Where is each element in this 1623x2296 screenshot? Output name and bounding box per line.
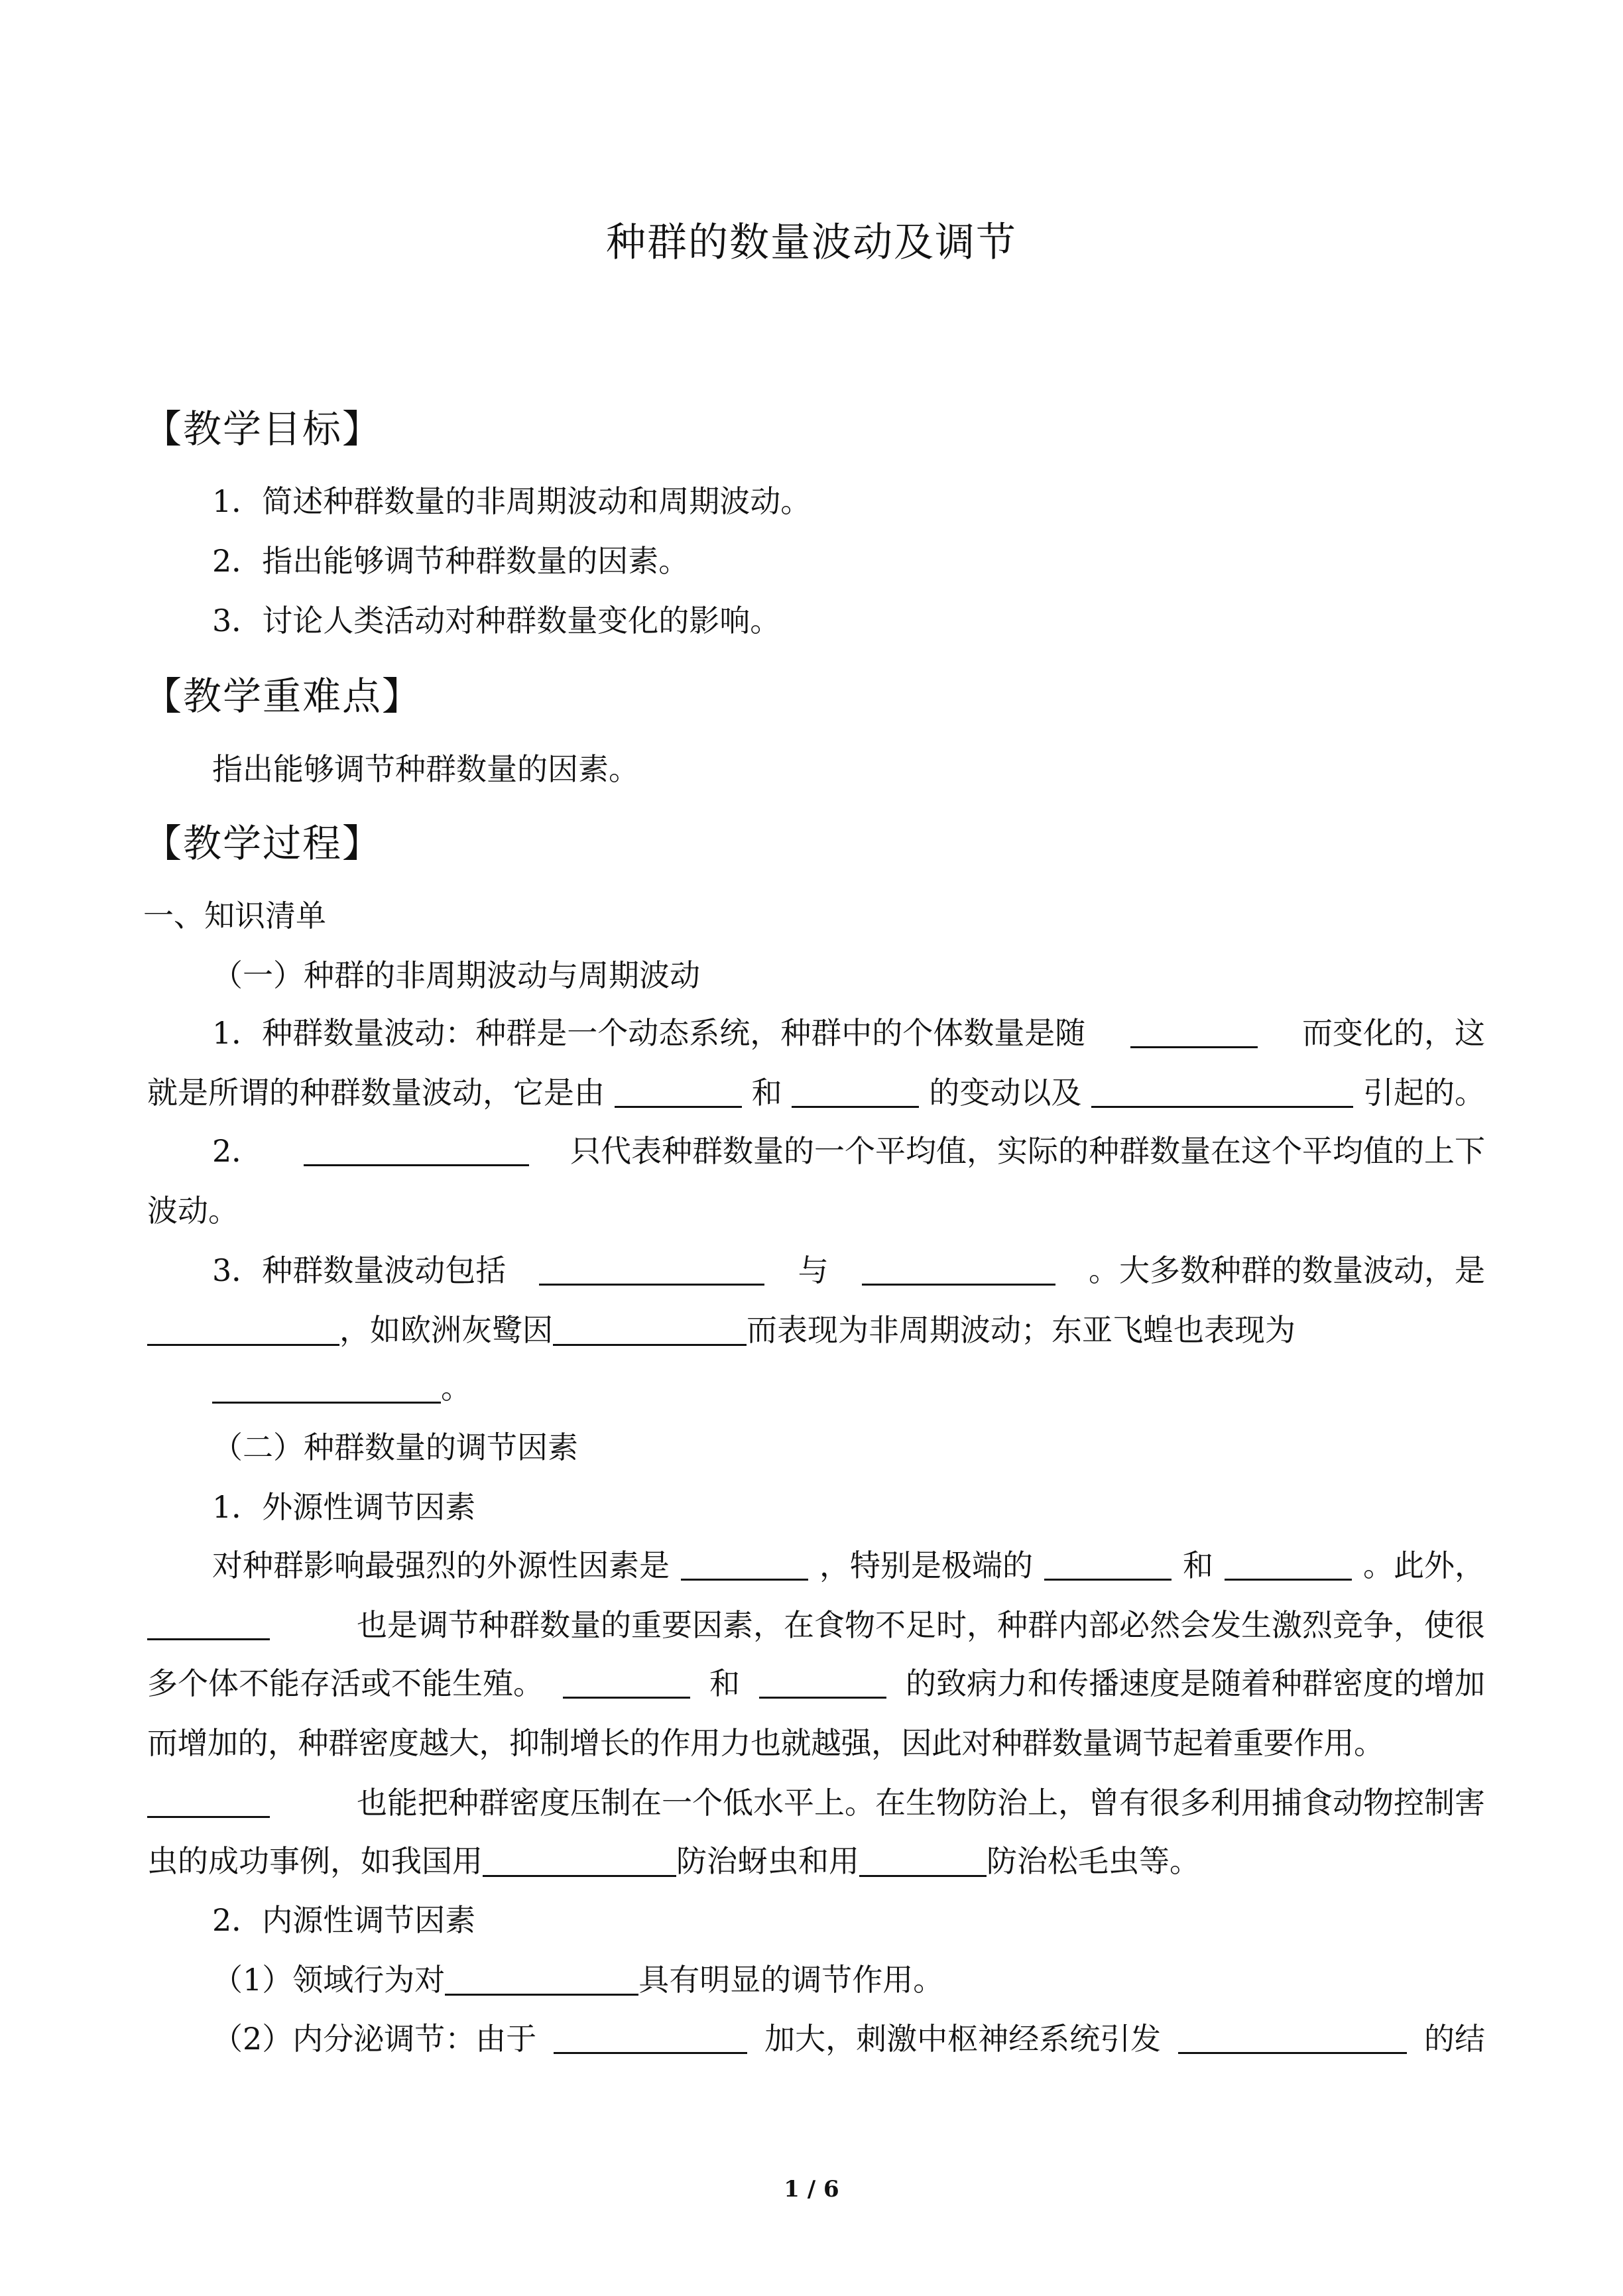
text-run: 只代表种群数量的一个平均值，实际的种群数量在这个平均值的上下 xyxy=(570,1133,1485,1169)
fill-blank[interactable] xyxy=(1178,2052,1407,2054)
paragraph-line: 波动。 xyxy=(147,1193,239,1229)
fill-blank[interactable] xyxy=(554,2052,747,2054)
paragraph-line xyxy=(212,2021,1485,2057)
paragraph-line xyxy=(147,1665,1485,1701)
keypoint-text: 指出能够调节种群数量的因素。 xyxy=(212,751,639,787)
text-run: 也是调节种群数量的重要因素，在食物不足时，种群内部必然会发生激烈竞争，使很 xyxy=(357,1607,1485,1643)
paragraph-line: 而增加的，种群密度越大，抑制增长的作用力也就越强，因此对种群数量调节起着重要作用。 xyxy=(147,1725,1384,1761)
paragraph-line xyxy=(147,1312,1295,1348)
fill-blank[interactable] xyxy=(147,1344,339,1346)
text-run: 防治松毛虫等。 xyxy=(987,1843,1200,1879)
text-run: 虫的成功事例，如我国用 xyxy=(147,1843,483,1879)
paragraph-line xyxy=(147,1785,1485,1821)
text-run: 对种群影响最强烈的外源性因素是 xyxy=(212,1547,670,1583)
fill-blank[interactable] xyxy=(1130,1046,1258,1048)
text-run: 。大多数种群的数量波动，是 xyxy=(1088,1252,1485,1288)
heading-objectives: 【教学目标】 xyxy=(143,406,383,452)
fill-blank[interactable] xyxy=(304,1164,529,1166)
fill-blank[interactable] xyxy=(759,1697,886,1699)
paragraph-line xyxy=(147,1075,1485,1111)
paragraph-line xyxy=(212,1015,1485,1051)
page-title: 种群的数量波动及调节 xyxy=(606,219,1017,266)
text-run: 的致病力和传播速度是随着种群密度的增加 xyxy=(906,1665,1485,1701)
text-run: 也能把种群密度压制在一个低水平上。在生物防治上，曾有很多利用捕食动物控制害 xyxy=(357,1785,1485,1821)
text-run: ，特别是极端的 xyxy=(819,1547,1033,1583)
heading-process: 【教学过程】 xyxy=(143,821,383,866)
fill-blank[interactable] xyxy=(147,1816,270,1818)
paragraph-line xyxy=(212,1372,471,1404)
text-run: （1）领域行为对 xyxy=(212,1962,446,1998)
text-run: 2． xyxy=(212,1133,263,1169)
fill-blank[interactable] xyxy=(212,1402,441,1404)
section-knowledge-title: 一、知识清单 xyxy=(143,898,326,934)
fill-blank[interactable] xyxy=(483,1875,676,1877)
fill-blank[interactable] xyxy=(539,1284,764,1286)
fill-blank[interactable] xyxy=(859,1875,987,1877)
text-run: 1．种群数量波动：种群是一个动态系统，种群中的个体数量是随 xyxy=(212,1015,1086,1051)
objective-item-3: 3．讨论人类活动对种群数量变化的影响。 xyxy=(212,603,781,638)
fill-blank[interactable] xyxy=(862,1284,1055,1286)
text-run: 引起的。 xyxy=(1362,1075,1485,1111)
heading-keypoints: 【教学重难点】 xyxy=(143,674,422,719)
fill-blank[interactable] xyxy=(1091,1106,1353,1108)
paragraph-line xyxy=(212,1252,1485,1288)
text-run: 而表现为非周期波动；东亚飞蝗也表现为 xyxy=(747,1312,1295,1348)
subsection-fluctuation-title: （一）种群的非周期波动与周期波动 xyxy=(212,957,700,993)
text-run: 和 xyxy=(1183,1547,1213,1583)
fill-blank[interactable] xyxy=(553,1344,747,1346)
fill-blank[interactable] xyxy=(681,1579,808,1581)
text-run: 就是所谓的种群数量波动，它是由 xyxy=(147,1075,605,1111)
text-run: （2）内分泌调节：由于 xyxy=(212,2021,537,2057)
external-factors-title: 1．外源性调节因素 xyxy=(212,1489,476,1525)
text-run: 的变动以及 xyxy=(929,1075,1082,1111)
fill-blank[interactable] xyxy=(1044,1579,1172,1581)
text-run: 。此外， xyxy=(1363,1547,1485,1583)
objective-item-1: 1．简述种群数量的非周期波动和周期波动。 xyxy=(212,483,812,519)
text-run: 加大，刺激中枢神经系统引发 xyxy=(764,2021,1162,2057)
fill-blank[interactable] xyxy=(615,1106,742,1108)
text-run: 和 xyxy=(709,1665,740,1701)
paragraph-line xyxy=(212,1547,1485,1583)
page-number: 1 / 6 xyxy=(784,2176,839,2203)
internal-factors-title: 2．内源性调节因素 xyxy=(212,1902,476,1938)
fill-blank[interactable] xyxy=(792,1106,919,1108)
fill-blank[interactable] xyxy=(445,1994,638,1996)
text-run: 的结 xyxy=(1423,2021,1485,2057)
paragraph-line xyxy=(212,1964,943,1996)
fill-blank[interactable] xyxy=(1225,1579,1352,1581)
text-run: 具有明显的调节作用。 xyxy=(638,1962,944,1998)
paragraph-line xyxy=(147,1607,1485,1643)
paragraph-line xyxy=(147,1843,1200,1879)
text-run: 防治蚜虫和用 xyxy=(676,1843,859,1879)
paragraph-line xyxy=(212,1133,1485,1169)
text-run: 而变化的，这 xyxy=(1302,1015,1485,1051)
text-run: 与 xyxy=(798,1252,829,1288)
fill-blank[interactable] xyxy=(147,1638,270,1640)
text-run: 多个体不能存活或不能生殖。 xyxy=(147,1665,544,1701)
text-run: ，如欧洲灰鹭因 xyxy=(339,1312,553,1348)
fill-blank[interactable] xyxy=(563,1697,690,1699)
text-run: 。 xyxy=(441,1370,471,1406)
text-run: 和 xyxy=(751,1075,782,1111)
objective-item-2: 2．指出能够调节种群数量的因素。 xyxy=(212,543,690,579)
subsection-regulation-title: （二）种群数量的调节因素 xyxy=(212,1429,578,1465)
text-run: 3．种群数量波动包括 xyxy=(212,1252,507,1288)
